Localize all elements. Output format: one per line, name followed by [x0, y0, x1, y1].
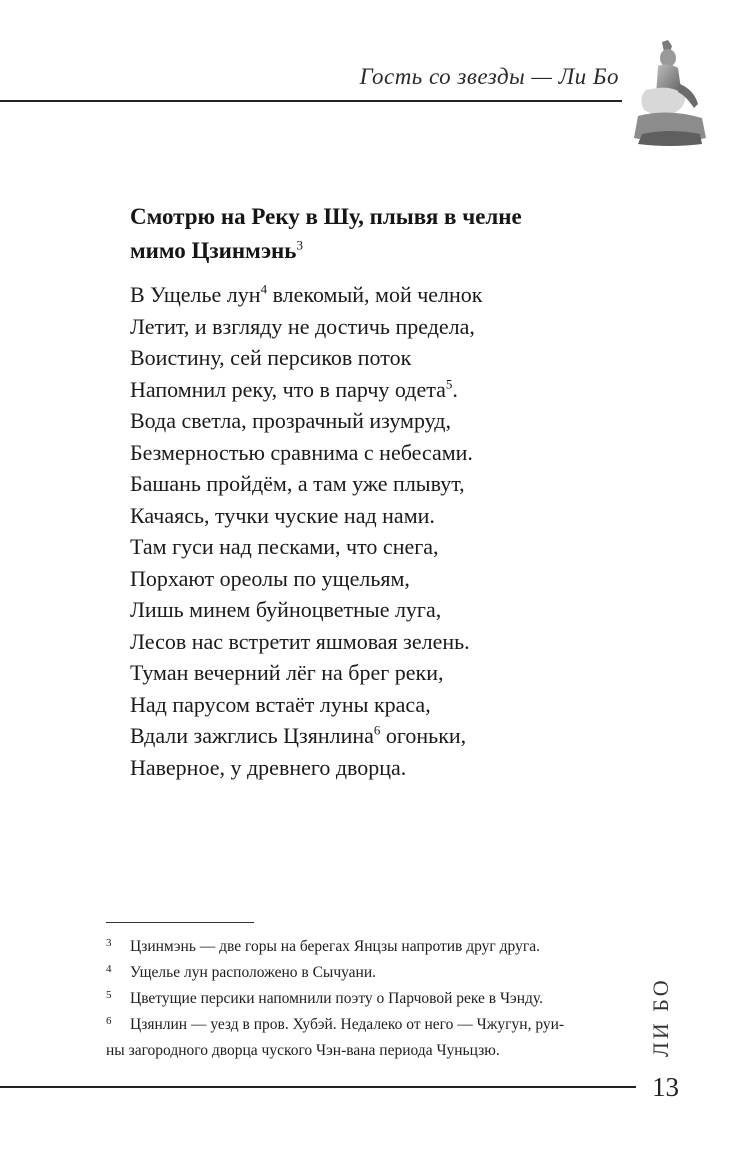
poem-line-text: Туман вечерний лёг на брег реки,: [130, 660, 444, 685]
running-header-title: Гость со звезды — Ли Бо: [359, 64, 619, 89]
poem-line-text: В Ущелье лун: [130, 282, 261, 307]
poem-line-text: Башань пройдём, а там уже плывут,: [130, 471, 465, 496]
footnotes: [106, 934, 636, 1064]
poem-line-text: Воистину, сей персиков поток: [130, 345, 412, 370]
poem-line: [130, 500, 650, 532]
poem-line: [130, 405, 650, 437]
footnote-number: 3: [106, 937, 112, 949]
footnote: [106, 960, 636, 986]
poem-line-rest: влекомый, мой челнок: [267, 282, 483, 307]
poem-line: [130, 374, 650, 406]
poem-line-text: Там гуси над песками, что снега,: [130, 534, 439, 559]
footnote-text: Цветущие персики напомнили поэту о Парчовой реке в Чэнду.: [130, 990, 543, 1007]
poem-line-rest: .: [452, 376, 458, 402]
side-author-label: ЛИ БО: [648, 977, 673, 1057]
poem-line-text: Напомнил реку, что в парчу одета: [130, 376, 446, 402]
poem-title: [130, 200, 650, 268]
page-number: 13: [652, 1072, 679, 1102]
footnote-text: Цзинмэнь — две горы на берегах Янцзы напротив друг друга.: [130, 938, 540, 955]
poem-line: [130, 531, 650, 563]
poem-line-text: Вдали зажглись Цзянлина: [130, 723, 374, 748]
footnote-text: Цзянлин — уезд в пров. Хубэй. Недалеко от него — Чжугун, руи-: [130, 1016, 565, 1033]
footnote-ref: 5: [445, 376, 453, 392]
poem-line: [130, 689, 650, 721]
poem-line: [130, 279, 650, 311]
poem-line-rest: огоньки,: [380, 723, 467, 748]
footnote-number: 4: [106, 963, 112, 975]
poem-line-text: Наверное, у древнего дворца.: [130, 754, 407, 780]
poem-line-text: Качаясь, тучки чуские над нами.: [130, 502, 435, 528]
poem-line: [130, 311, 650, 343]
poem-line: [130, 752, 650, 784]
header-rule: [0, 100, 622, 102]
poem-line-text: Вода светла, прозрачный изумруд,: [130, 408, 451, 433]
footnote: [106, 986, 636, 1012]
footnote-number: 5: [106, 989, 112, 1001]
poem-line: [130, 468, 650, 500]
footnote-ref: 3: [296, 237, 303, 253]
poem-line-text: Лесов нас встретит яшмовая зелень.: [130, 628, 470, 654]
poem-title-line-2: [130, 234, 650, 268]
poem-line: [130, 563, 650, 595]
poem-line-text: Безмерностью сравнима с небесами.: [130, 439, 473, 465]
footnote-separator: [106, 922, 254, 923]
footnote-number: 6: [106, 1015, 112, 1027]
poem-title-line-1: Смотрю на Реку в Шу, плывя в челне: [130, 204, 522, 229]
poem-line: [130, 626, 650, 658]
poem-line-text: Над парусом встаёт луны краса,: [130, 691, 431, 717]
poem-line: [130, 657, 650, 689]
poem-line: [130, 594, 650, 626]
poem-title-line-2-text: мимо Цзинмэнь: [130, 238, 297, 263]
footer-rule: [0, 1086, 636, 1088]
poem-line-text: Порхают ореолы по ущельям,: [130, 565, 410, 591]
poem-body: [130, 279, 650, 783]
footnote: [106, 1012, 636, 1038]
footnote-text: Ущелье лун расположено в Сычуани.: [130, 964, 377, 981]
footnote-ref: 6: [373, 722, 381, 738]
poem-line: [130, 437, 650, 469]
figurine-illustration: [628, 38, 712, 148]
poem-line-text: Лишь минем буйноцветные луга,: [130, 597, 442, 622]
footnote-continuation: ны загородного дворца чуского Чэн-вана периода Чуньцзю.: [106, 1042, 500, 1059]
footnote: [106, 934, 636, 960]
poem-line-text: Летит, и взгляду не достичь предела,: [130, 313, 475, 339]
poem-line: [130, 342, 650, 374]
poem-line: [130, 720, 650, 752]
footnote-ref: 4: [260, 281, 268, 297]
